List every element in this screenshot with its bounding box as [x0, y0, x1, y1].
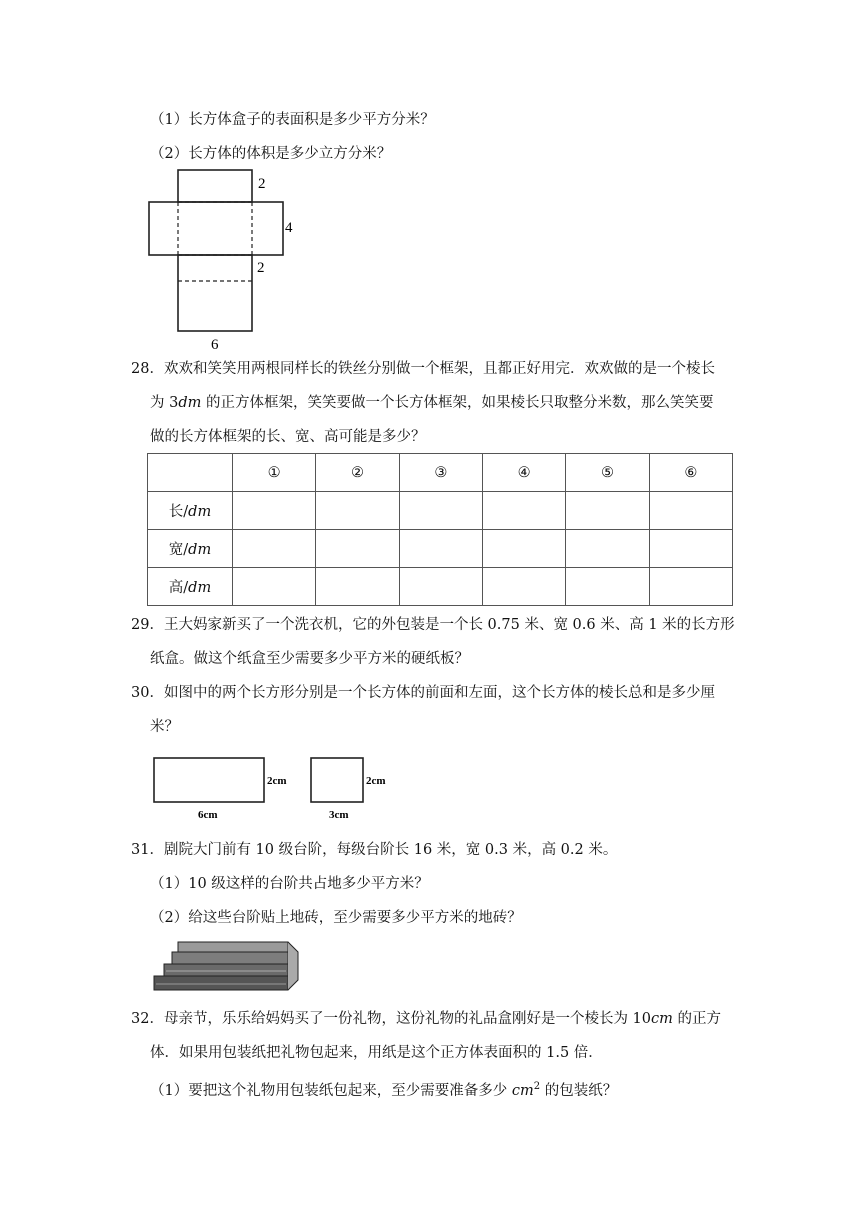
table-col-3: ③ — [399, 454, 482, 492]
q28-line2: 为 3dm 的正方体框架，笑笑要做一个长方体框架，如果棱长只取整分米数，那么笑笑要 — [150, 395, 714, 411]
table-cell — [233, 492, 316, 530]
q30-line2: 米？ — [150, 719, 179, 735]
table-cell — [649, 492, 732, 530]
q29-line1: 29．王大妈家新买了一个洗衣机，它的外包装是一个长 0.75 米、宽 0.6 米、高 1 米的长方形 — [131, 617, 735, 633]
table-cell — [399, 568, 482, 606]
table-header-row — [148, 454, 733, 492]
table-col-2: ② — [316, 454, 399, 492]
q32-sub1: （1）要把这个礼物用包装纸包起来，至少需要准备多少 $cm^2$ 的包装纸？ — [150, 1081, 618, 1099]
table-cell — [233, 530, 316, 568]
q29-line2: 纸盒。做这个纸盒至少需要多少平方米的硬纸板？ — [150, 651, 469, 667]
table-cell — [482, 530, 565, 568]
table-row-height — [148, 568, 733, 606]
q28-line1: 28．欢欢和笑笑用两根同样长的铁丝分别做一个框架，且都正好用完．欢欢做的是一个棱长 — [131, 361, 715, 377]
table-cell — [233, 568, 316, 606]
table-row-width — [148, 530, 733, 568]
row-label-width: 宽/dm — [148, 530, 233, 568]
table-cell — [316, 530, 399, 568]
q32-line2: 体．如果用包装纸把礼物包起来，用纸是这个正方体表面积的 1.5 倍． — [150, 1045, 603, 1061]
fig-label-side-height: 2cm — [366, 775, 386, 787]
q31-line1: 31．剧院大门前有 10 级台阶，每级台阶长 16 米，宽 0.3 米，高 0.2 米。 — [131, 842, 618, 858]
table-cell — [649, 568, 732, 606]
table-cell — [399, 492, 482, 530]
table-col-1: ① — [233, 454, 316, 492]
q27-net-figure — [145, 168, 305, 353]
table-corner-cell — [148, 454, 233, 492]
q30-rectangles-figure — [148, 752, 398, 824]
q28-line3: 做的长方体框架的长、宽、高可能是多少？ — [150, 429, 426, 445]
table-cell — [482, 568, 565, 606]
table-cell — [399, 530, 482, 568]
net-label-4: 4 — [285, 220, 293, 236]
table-col-5: ⑤ — [566, 454, 649, 492]
net-label-2b: 2 — [257, 260, 265, 276]
fig-label-front-height: 2cm — [267, 775, 287, 787]
fig-label-front-length: 6cm — [198, 809, 218, 821]
q32-line1: 32．母亲节，乐乐给妈妈买了一份礼物，这份礼物的礼品盒刚好是一个棱长为 10cm 的正方 — [131, 1011, 721, 1027]
table-row-length — [148, 492, 733, 530]
table-cell — [649, 530, 732, 568]
table-cell — [566, 492, 649, 530]
net-label-2a: 2 — [258, 176, 266, 192]
table-col-4: ④ — [482, 454, 565, 492]
q31-steps-figure — [152, 938, 302, 994]
q31-sub1: （1）10 级这样的台阶共占地多少平方米？ — [150, 876, 429, 892]
net-label-6: 6 — [211, 337, 219, 353]
row-label-height: 高/dm — [148, 568, 233, 606]
fig-label-side-width: 3cm — [329, 809, 349, 821]
q27-sub2: （2）长方体的体积是多少立方分米？ — [150, 146, 392, 162]
table-cell — [566, 530, 649, 568]
q27-sub1: （1）长方体盒子的表面积是多少平方分米？ — [150, 112, 435, 128]
table-cell — [482, 492, 565, 530]
table-col-6: ⑥ — [649, 454, 732, 492]
table-cell — [316, 492, 399, 530]
table-cell — [316, 568, 399, 606]
q28-answer-table — [147, 453, 733, 606]
table-cell — [566, 568, 649, 606]
q31-sub2: （2）给这些台阶贴上地砖，至少需要多少平方米的地砖？ — [150, 910, 522, 926]
q30-line1: 30．如图中的两个长方形分别是一个长方体的前面和左面，这个长方体的棱长总和是多少厘 — [131, 685, 715, 701]
row-label-length: 长/dm — [148, 492, 233, 530]
